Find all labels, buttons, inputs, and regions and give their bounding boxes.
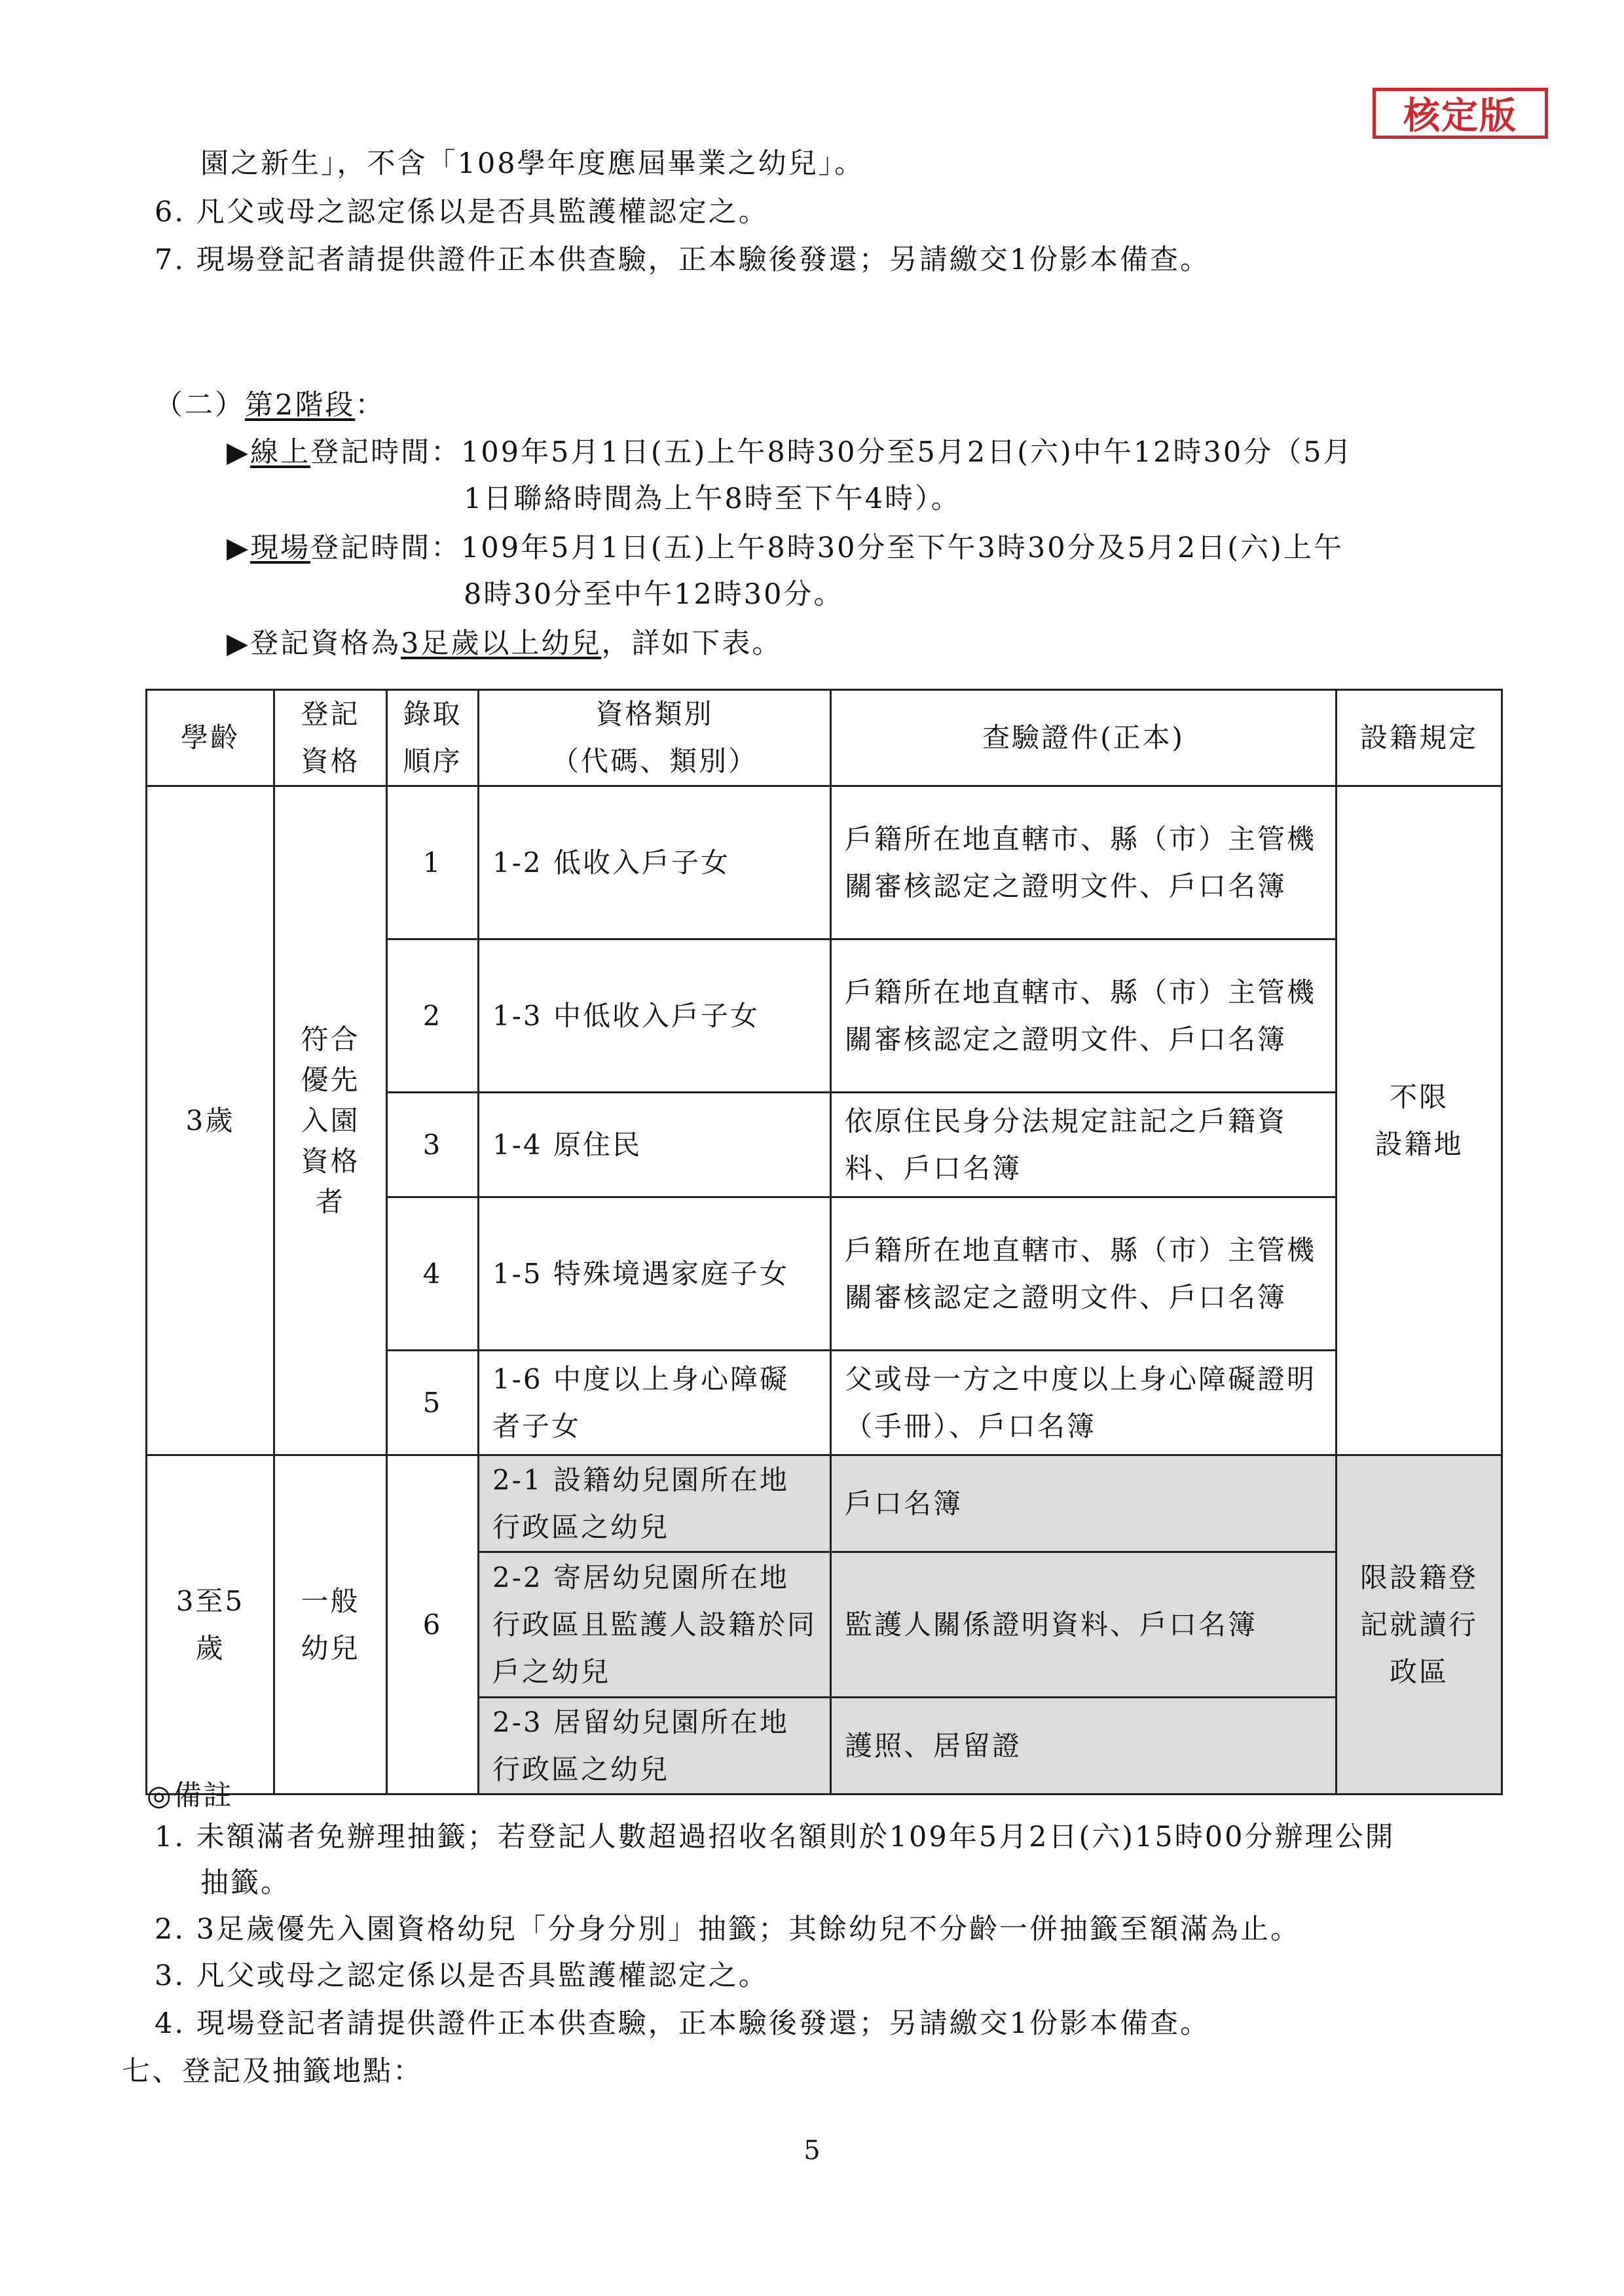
- onsite-label: 現場: [250, 532, 311, 564]
- documents-cell: 戶籍所在地直轄市、縣（市）主管機關審核認定之證明文件、戶口名簿: [831, 939, 1337, 1093]
- residence-unrestricted-l1: 不限: [1389, 1080, 1449, 1113]
- order-cell: 1: [387, 786, 479, 939]
- header-category-l1: 資格類別: [595, 698, 714, 730]
- documents-cell: 戶籍所在地直轄市、縣（市）主管機關審核認定之證明文件、戶口名簿: [831, 786, 1337, 939]
- header-age: 學齡: [147, 690, 274, 786]
- age-3-to-5-l2: 歲: [195, 1631, 225, 1664]
- note-2: 2. 3足歲優先入園資格幼兒「分身分別」抽籤；其餘幼兒不分齡一併抽籤至額滿為止。: [155, 1913, 1301, 1946]
- order-cell: 4: [387, 1197, 479, 1351]
- documents-cell: 戶籍所在地直轄市、縣（市）主管機關審核認定之證明文件、戶口名簿: [831, 1197, 1337, 1351]
- approved-version-stamp: 核定版: [1373, 88, 1548, 139]
- stage-2-heading: [155, 389, 385, 423]
- category-cell: 2-2 寄居幼兒園所在地行政區且監護人設籍於同戶之幼兒: [479, 1552, 831, 1698]
- header-order-l2: 順序: [403, 745, 462, 777]
- residence-unrestricted-l2: 設籍地: [1375, 1127, 1464, 1160]
- residence-unrestricted: [1337, 786, 1502, 1455]
- onsite-registration-time-cont: 8時30分至中午12時30分。: [464, 578, 844, 611]
- online-label: 線上: [250, 436, 311, 469]
- documents-cell: 戶口名簿: [831, 1455, 1337, 1552]
- order-cell: 6: [387, 1455, 479, 1795]
- category-cell: 2-1 設籍幼兒園所在地行政區之幼兒: [479, 1455, 831, 1552]
- notes-title: ◎備註: [147, 1779, 234, 1812]
- header-qualification-l1: 登記: [301, 698, 360, 730]
- qualification-end: ，詳如下表。: [601, 627, 783, 660]
- section-7-heading: 七、登記及抽籤地點：: [122, 2055, 423, 2088]
- note-3: 3. 凡父或母之認定係以是否具監護權認定之。: [155, 1959, 769, 1992]
- documents-cell: 依原住民身分法規定註記之戶籍資料、戶口名簿: [831, 1093, 1337, 1197]
- registration-qualification: [227, 627, 782, 661]
- priority-qual-l3: 入園: [301, 1104, 360, 1137]
- stage-2-prefix: （二）: [155, 389, 245, 422]
- header-category: [479, 690, 831, 786]
- documents-cell: 監護人關係證明資料、戶口名簿: [831, 1552, 1337, 1698]
- category-cell: 1-4 原住民: [479, 1093, 831, 1197]
- note-1-cont: 抽籤。: [200, 1867, 291, 1899]
- header-qualification-l2: 資格: [301, 745, 360, 777]
- online-time-text: 登記時間：109年5月1日(五)上午8時30分至5月2日(六)中午12時30分（5月: [310, 436, 1354, 469]
- documents-cell: 護照、居留證: [831, 1698, 1337, 1795]
- order-cell: 5: [387, 1351, 479, 1455]
- documents-cell: 父或母一方之中度以上身心障礙證明（手冊）、戶口名簿: [831, 1351, 1337, 1455]
- category-cell: 1-5 特殊境遇家庭子女: [479, 1197, 831, 1351]
- residence-restricted-l1: 限設籍登: [1359, 1561, 1478, 1594]
- note-item-6: 6. 凡父或母之認定係以是否具監護權認定之。: [155, 196, 769, 228]
- header-qualification: [274, 690, 387, 786]
- residence-restricted-l3: 政區: [1389, 1655, 1449, 1688]
- qualification-text: ▶登記資格為: [227, 627, 401, 660]
- priority-qual-l1: 符合: [301, 1023, 360, 1055]
- category-cell: 1-2 低收入戶子女: [479, 786, 831, 939]
- priority-qualification: [274, 786, 387, 1455]
- category-cell: 1-3 中低收入戶子女: [479, 939, 831, 1093]
- page-number: 5: [803, 2136, 821, 2166]
- general-children-l1: 一般: [301, 1584, 360, 1617]
- online-registration-time: [227, 436, 1354, 470]
- online-registration-time-cont: 1日聯絡時間為上午8時至下午4時）。: [464, 483, 961, 515]
- onsite-time-text: 登記時間：109年5月1日(五)上午8時30分至下午3時30分及5月2日(六)上午: [310, 532, 1344, 564]
- category-cell: 1-6 中度以上身心障礙者子女: [479, 1351, 831, 1455]
- stage-2-title: 第2階段: [245, 389, 356, 422]
- age-3: 3歲: [147, 786, 274, 1455]
- general-children-l2: 幼兒: [301, 1631, 360, 1664]
- order-cell: 3: [387, 1093, 479, 1197]
- note-1: 1. 未額滿者免辦理抽籤；若登記人數超過招收名額則於109年5月2日(六)15時00分辦理公開: [155, 1821, 1395, 1853]
- residence-restricted: [1337, 1455, 1502, 1795]
- onsite-marker: ▶: [227, 532, 251, 564]
- online-marker: ▶: [227, 436, 251, 469]
- table-header-row: [147, 690, 1502, 786]
- table-row: [147, 1455, 1502, 1552]
- note-item-7: 7. 現場登記者請提供證件正本供查驗，正本驗後發還；另請繳交1份影本備查。: [155, 244, 1211, 276]
- priority-qual-l5: 者: [315, 1185, 345, 1218]
- priority-qual-l2: 優先: [301, 1063, 360, 1096]
- age-3-to-5-l1: 3至5: [175, 1584, 245, 1617]
- category-cell: 2-3 居留幼兒園所在地行政區之幼兒: [479, 1698, 831, 1795]
- qualification-age: 3足歲以上幼兒: [401, 627, 602, 660]
- header-residence-rule: 設籍規定: [1337, 690, 1502, 786]
- header-category-l2: （代碼、類別）: [551, 745, 758, 777]
- header-order-l1: 錄取: [403, 698, 462, 730]
- order-cell: 2: [387, 939, 479, 1093]
- table-row: [147, 786, 1502, 939]
- header-order: [387, 690, 479, 786]
- age-3-to-5: [147, 1455, 274, 1795]
- stage-2-suffix: ：: [355, 389, 386, 422]
- residence-restricted-l2: 記就讀行: [1359, 1608, 1478, 1641]
- registration-table: [145, 689, 1503, 1795]
- header-documents: 查驗證件(正本): [831, 690, 1337, 786]
- note-4: 4. 現場登記者請提供證件正本供查驗，正本驗後發還；另請繳交1份影本備查。: [155, 2007, 1211, 2040]
- onsite-registration-time: [227, 532, 1344, 566]
- general-children: [274, 1455, 387, 1795]
- priority-qual-l4: 資格: [301, 1144, 360, 1177]
- continued-text: 園之新生」，不含「108學年度應屆畢業之幼兒」。: [200, 147, 865, 180]
